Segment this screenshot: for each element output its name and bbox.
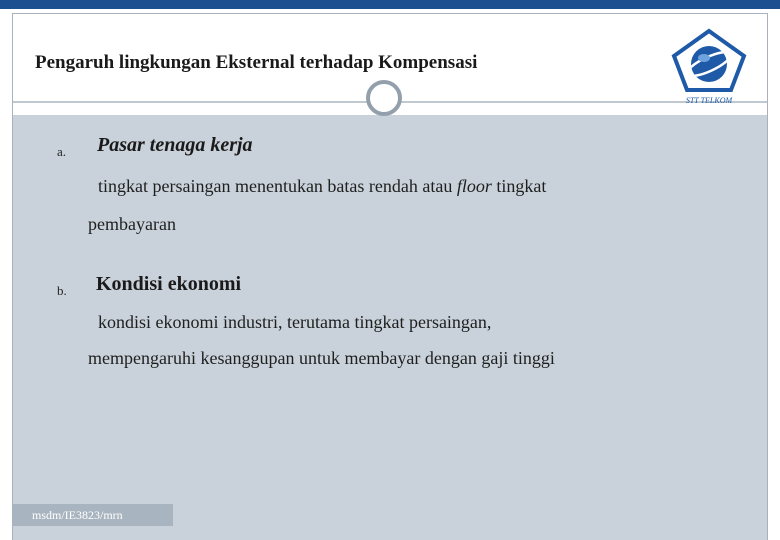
top-accent-bar <box>0 0 780 9</box>
item-text-a-line2: pembayaran <box>88 214 176 234</box>
item-heading-b: Kondisi ekonomi <box>96 273 242 295</box>
stt-telkom-logo <box>668 28 750 108</box>
emphasis-floor: floor <box>456 176 492 196</box>
item-marker-a: a. <box>57 144 67 159</box>
circle-ornament <box>366 80 402 116</box>
item-text-b-line1: kondisi ekonomi industri, terutama tingkat persaingan, <box>98 312 492 332</box>
text-segment: tingkat persaingan menentukan batas rendah atau <box>98 176 457 196</box>
slide-title: Pengaruh lingkungan Eksternal terhadap Kompensasi <box>35 52 478 73</box>
logo-text: STT TELKOM <box>685 96 733 105</box>
item-marker-b: b. <box>57 283 67 298</box>
item-text-a-line1 <box>98 176 546 197</box>
footer-text: msdm/IE3823/mrn <box>32 508 123 522</box>
item-heading-a: Pasar tenaga kerja <box>97 134 253 156</box>
text-segment: tingkat <box>491 176 547 196</box>
item-text-b-line2: mempengaruhi kesanggupan untuk membayar dengan gaji tinggi <box>88 348 555 368</box>
